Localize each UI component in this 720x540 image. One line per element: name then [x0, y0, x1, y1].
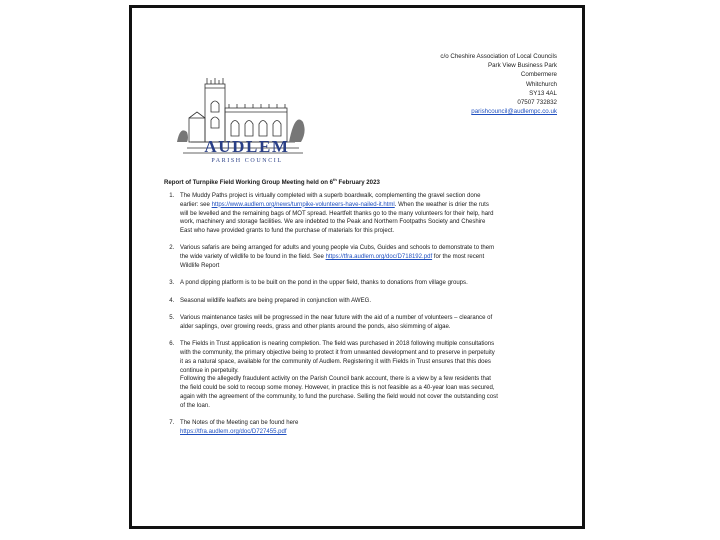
item-link[interactable]: https://tfra.audlem.org/doc/D718192.pdf — [325, 254, 433, 261]
item-text: The Notes of the Meeting can be found here — [180, 420, 299, 427]
item-text: Various safaris are being arranged for adults and young people via Cubs, Guides and schools to demonstrate to them the wide variety of wildlife to be found in the field. See — [180, 245, 495, 261]
item-text: Seasonal wildlife leaflets are being prepared in conjunction with AWEG. — [180, 297, 372, 304]
report-title-text: Report of Turnpike Field Working Group Meeting held on 6 — [164, 179, 334, 187]
report-item — [176, 244, 498, 270]
report-title — [164, 177, 380, 186]
item-text: The Fields in Trust application is nearing completion. The field was purchased in 2018 following multiple consultations with the community, the primary objective being to protect it from unwanted development and to preserve in perpetuity it as a natural space, available for the community of Audlem. Registering it with Fields in Trust ensures that this does continue in perpetuity. — [180, 341, 495, 374]
report-title-month: February 2023 — [336, 179, 380, 187]
report-item — [176, 192, 498, 236]
item-link[interactable]: https://www.audlem.org/news/turnpike-volunteers-have-nailed-it.html — [211, 201, 395, 208]
report-item — [176, 419, 498, 437]
address-postcode: SY13 4AL — [529, 89, 557, 97]
address-line-4: Whitchurch — [526, 80, 557, 88]
item-text-after: . When the weather is drier the ruts will be levelled and the remaining bags of MOT spread. Heartfelt thanks go to the many volunteers for their help, hard work, machinery and storage facilities. We are indebted to the Peak and Northern Footpaths Society and Cheshire East who have provided grants to fund the purchase of materials for this project. — [180, 201, 494, 234]
item-continuation: Following the allegedly fraudulent activity on the Parish Council bank account, there is a view by a few residents that the field could be sold to recoup some money. However, in practice this is not feasible as a 40-year loan was secured, again with the agreement of the community, to fund the purchase. Selling the field would not cover the outstanding cost of the loan. — [180, 376, 498, 409]
address-email-link[interactable]: parishcouncil@audlempc.co.uk — [471, 108, 557, 116]
council-logo-name: AUDLEM — [204, 137, 290, 156]
item-text: The Muddy Paths project is virtually completed with a superb boardwalk, complementing the gravel section done earlier: see — [180, 193, 481, 208]
item-text: Various maintenance tasks will be progressed in the near future with the aid of a number of volunteers – clearance of alder saplings, over growing reeds, grass and other plants around the ponds, also skimming of algae. — [180, 315, 493, 330]
address-line-1: c/o Cheshire Association of Local Councils — [440, 53, 557, 60]
report-item — [176, 340, 498, 410]
address-line-3: Combermere — [520, 71, 557, 79]
council-logo-subtitle: PARISH COUNCIL — [211, 158, 283, 164]
report-items — [162, 192, 498, 445]
address-phone: 07507 732832 — [517, 99, 557, 107]
report-title-ordinal: th — [333, 177, 337, 182]
item-text-after: for the most recent Wildlife Report — [180, 254, 485, 269]
sender-address — [440, 52, 557, 116]
item-text: A pond dipping platform is to be built on the pond in the upper field, thanks to donations from village groups. — [180, 280, 468, 287]
address-line-2: Park View Business Park — [487, 62, 557, 70]
item-link[interactable]: https://tfra.audlem.org/doc/D727455.pdf — [180, 428, 287, 435]
report-item — [176, 297, 498, 306]
report-item — [176, 314, 498, 332]
report-item — [176, 279, 498, 288]
document-page — [129, 5, 585, 529]
